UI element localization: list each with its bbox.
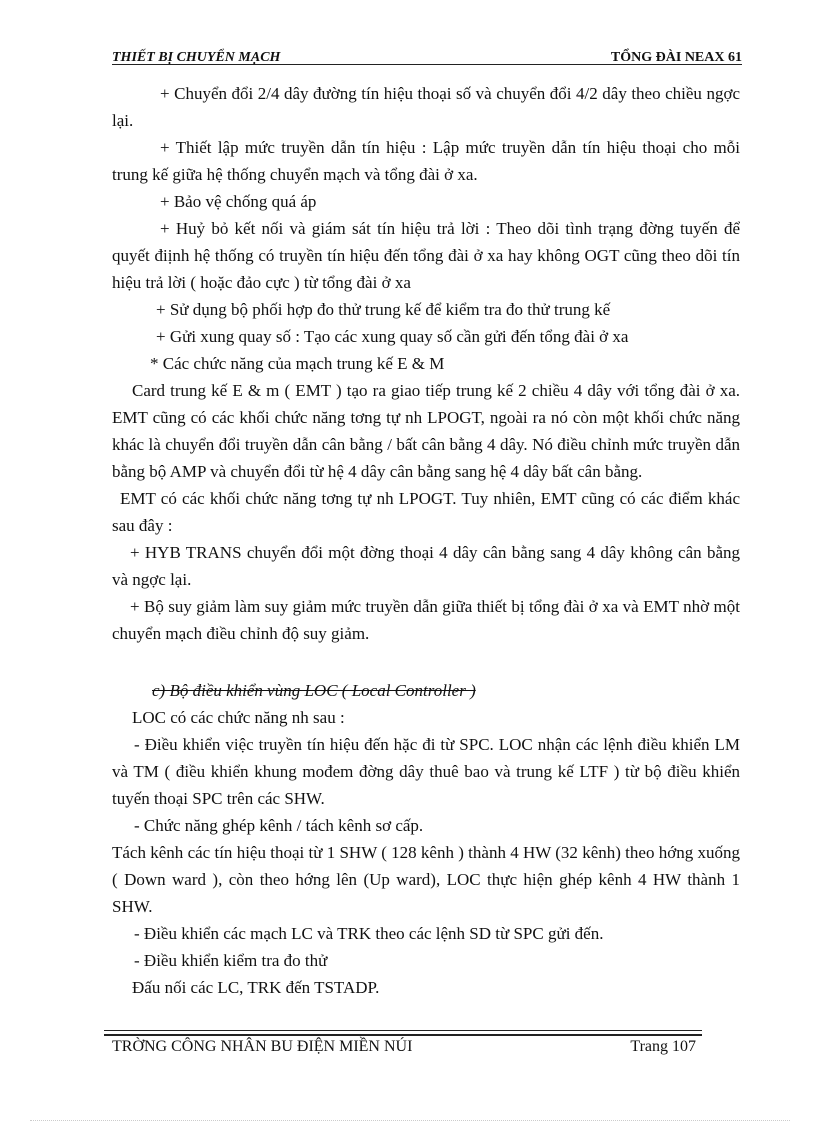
paragraph-loc-demux: Tách kênh các tín hiệu thoại từ 1 SHW ( 128 kênh ) thành 4 HW (32 kênh) theo hớng xuống ( Down ward ), còn theo hớng lên (Up ward), LOC thực hiện ghép kênh 4 HW thành 1 SHW.	[112, 843, 740, 916]
paragraph-test-coupler: + Sử dụng bộ phối hợp đo thử trung kế để kiểm tra đo thử trung kế	[156, 300, 611, 319]
footer-rule-top	[104, 1030, 702, 1031]
paragraph-loc-intro: LOC có các chức năng nh sau :	[132, 708, 345, 727]
footer-page-number: Trang 107	[630, 1038, 696, 1055]
paragraph-2-4-conversion: + Chuyển đổi 2/4 dây đường tín hiệu thoại số và chuyển đổi 4/2 dây theo chiều ngợc lại.	[112, 84, 740, 130]
paragraph-emt-differences: EMT có các khối chức năng tơng tự nh LPOGT. Tuy nhiên, EMT cũng có các điểm khác sau đây :	[112, 489, 740, 535]
paragraph-signal-level: + Thiết lập mức truyền dẫn tín hiệu : Lập mức truyền dẫn tín hiệu thoại cho mỗi trung kế giữa hệ thống chuyển mạch và tổng đài ở xa.	[112, 138, 740, 184]
paragraph-disconnect-supervision: + Huỷ bỏ kết nối và giám sát tín hiệu trả lời : Theo dõi tình trạng đờng tuyến để quyết điịnh hệ thống có truyền tín hiệu đến tổng đài ở xa hay không OGT cũng theo dõi tín hiệu trả lời ( hoặc đảo cực ) từ tổng đài ở xa	[112, 219, 740, 292]
paragraph-loc-control: - Điều khiển việc truyền tín hiệu đến hặc đi từ SPC. LOC nhận các lệnh điều khiển LM và TM ( điều khiển khung mođem đờng dây thuê bao và trung kế LTF ) từ bộ điều khiển tuyến thoại SPC trên các SHW.	[112, 735, 740, 808]
paragraph-overvoltage: + Bảo vệ chống quá áp	[160, 192, 317, 211]
paragraph-dial-pulse: + Gửi xung quay số : Tạo các xung quay số cần gửi đến tổng đài ở xa	[156, 327, 629, 346]
section-title-loc: c) Bộ điều khiển vùng LOC ( Local Controller )	[152, 681, 476, 700]
header-right-title: TỔNG ĐÀI NEAX 61	[610, 50, 742, 65]
header-rule	[112, 64, 742, 65]
paragraph-loc-test: - Điều khiển kiểm tra đo thử	[134, 951, 328, 970]
section-gap	[112, 647, 740, 677]
paragraph-loc-mux: - Chức năng ghép kênh / tách kênh sơ cấp.	[134, 816, 424, 835]
paragraph-loc-connect: Đấu nối các LC, TRK đến TSTADP.	[132, 978, 380, 997]
page-content	[112, 80, 740, 1001]
paragraph-em-heading: * Các chức năng của mạch trung kế E & M	[150, 354, 445, 373]
footer-school-name: TRỜNG CÔNG NHÂN BU ĐIỆN MIỀN NÚI	[112, 1038, 413, 1055]
bottom-dotted-line	[30, 1120, 790, 1121]
footer-rule-bottom	[104, 1034, 702, 1036]
paragraph-em-card: Card trung kế E & m ( EMT ) tạo ra giao tiếp trung kế 2 chiều 4 dây với tổng đài ở xa. EMT cũng có các khối chức năng tơng tự nh LPOGT, ngoài ra nó còn một khối chức năng khác là chuyển đổi truyền dẫn cân bằng / bất cân bằng 4 dây. Nó điều chỉnh mức truyền dẫn bằng bộ AMP và chuyển đổi từ hệ 4 dây cân bằng sang hệ 4 dây bất cân bằng.	[112, 381, 740, 481]
header-left-title: THIẾT BỊ CHUYỂN MẠCH	[112, 50, 281, 65]
paragraph-attenuator: + Bộ suy giảm làm suy giảm mức truyền dẫn giữa thiết bị tổng đài ở xa và EMT nhờ một chuyển mạch điều chỉnh độ suy giảm.	[112, 597, 740, 643]
paragraph-hyb-trans: + HYB TRANS chuyển đổi một đờng thoại 4 dây cân bằng sang 4 dây không cân bằng và ngợc lại.	[112, 543, 740, 589]
paragraph-loc-lc-trk: - Điều khiển các mạch LC và TRK theo các lệnh SD từ SPC gửi đến.	[134, 924, 604, 943]
page-header	[112, 50, 742, 70]
